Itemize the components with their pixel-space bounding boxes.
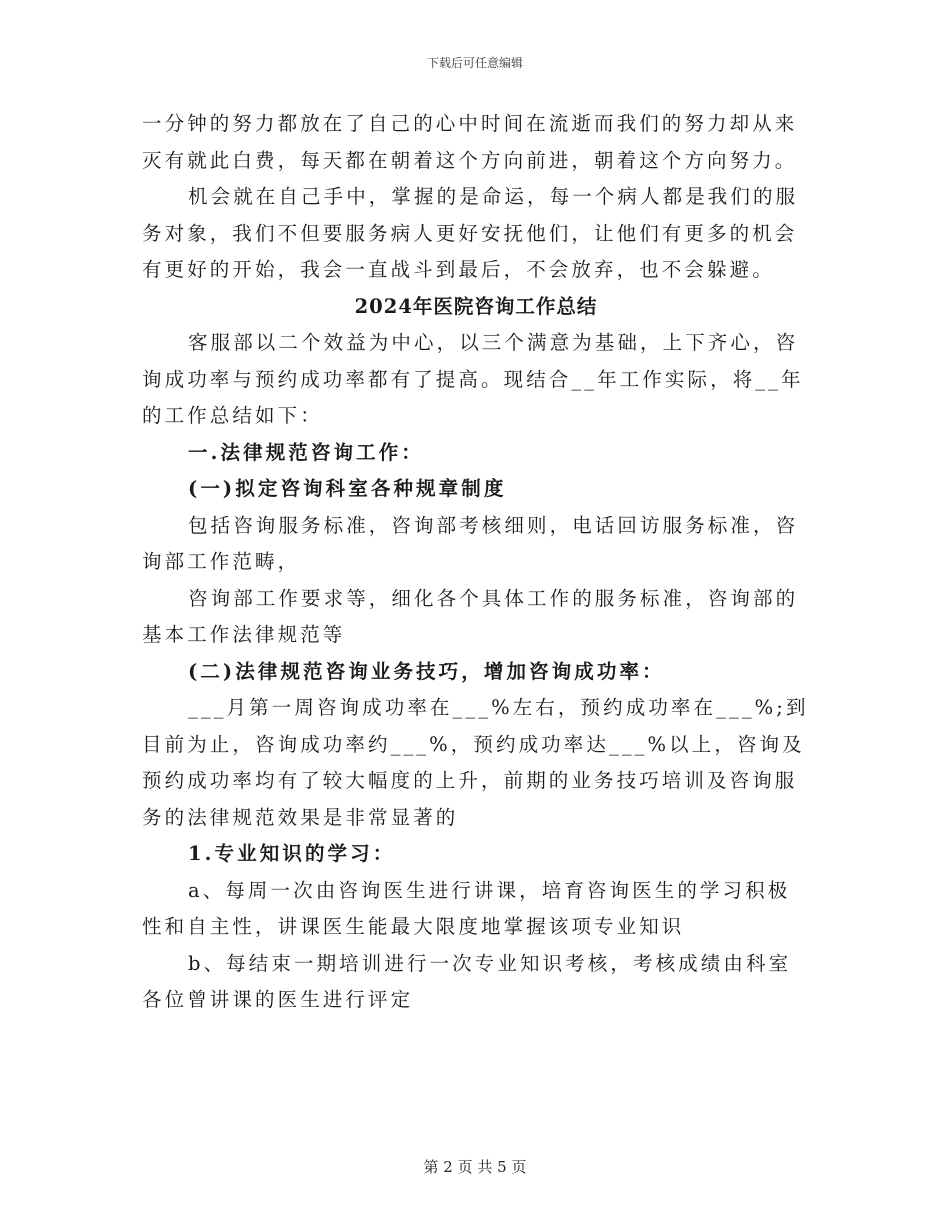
page-header-note: 下载后可任意编辑 [426, 56, 523, 70]
section-title: 2024年医院咨询工作总结 [354, 294, 598, 318]
subheading-skills: (二)法律规范咨询业务技巧，增加咨询成功率： [188, 659, 665, 683]
paragraph-continuation: 一分钟的努力都放在了自己的心中时间在流逝而我们的努力却从来灭有就此白费，每天都在朝着这个方向前进，朝着这个方向努力。 [142, 112, 798, 172]
paragraph-opportunity: 机会就在自己手中，掌握的是命运，每一个病人都是我们的服务对象，我们不但要服务病人更好安抚他们，让他们有更多的机会有更好的开始，我会一直战斗到最后，不会放弃，也不会躲避。 [142, 185, 799, 281]
list-item-a: a、每周一次由咨询医生进行讲课，培育咨询医生的学习积极性和自主性，讲课医生能最大限度地掌握该项专业知识 [142, 878, 791, 938]
subheading-regulations: (一)拟定咨询科室各种规章制度 [188, 477, 507, 500]
heading-knowledge-study: 1.专业知识的学习： [188, 842, 396, 865]
heading-legal-standard: 一.法律规范咨询工作： [188, 440, 424, 464]
paragraph-intro: 客服部以二个效益为中心，以三个满意为基础，上下齐心，咨询成功率与预约成功率都有了提高。现结合__年工作实际，将__年的工作总结如下： [142, 331, 804, 427]
document-body [142, 106, 810, 1019]
page-footer: 第 2 页 共 5 页 [423, 1158, 527, 1176]
paragraph-requirements: 咨询部工作要求等，细化各个具体工作的服务标准，咨询部的基本工作法律规范等 [142, 586, 799, 646]
paragraph-includes: 包括咨询服务标准，咨询部考核细则，电话回访服务标准，咨询部工作范畴， [142, 513, 799, 573]
paragraph-success-rate: ___月第一周咨询成功率在___%左右，预约成功率在___%;到目前为止，咨询成功率约___%，预约成功率达___%以上，咨询及预约成功率均有了较大幅度的上升，前期的业务技巧培训及咨询服务的法律规范效果是非常显著的 [142, 696, 809, 829]
list-item-b: b、每结束一期培训进行一次专业知识考核，考核成绩由科室各位曾讲课的医生进行评定 [142, 951, 792, 1011]
